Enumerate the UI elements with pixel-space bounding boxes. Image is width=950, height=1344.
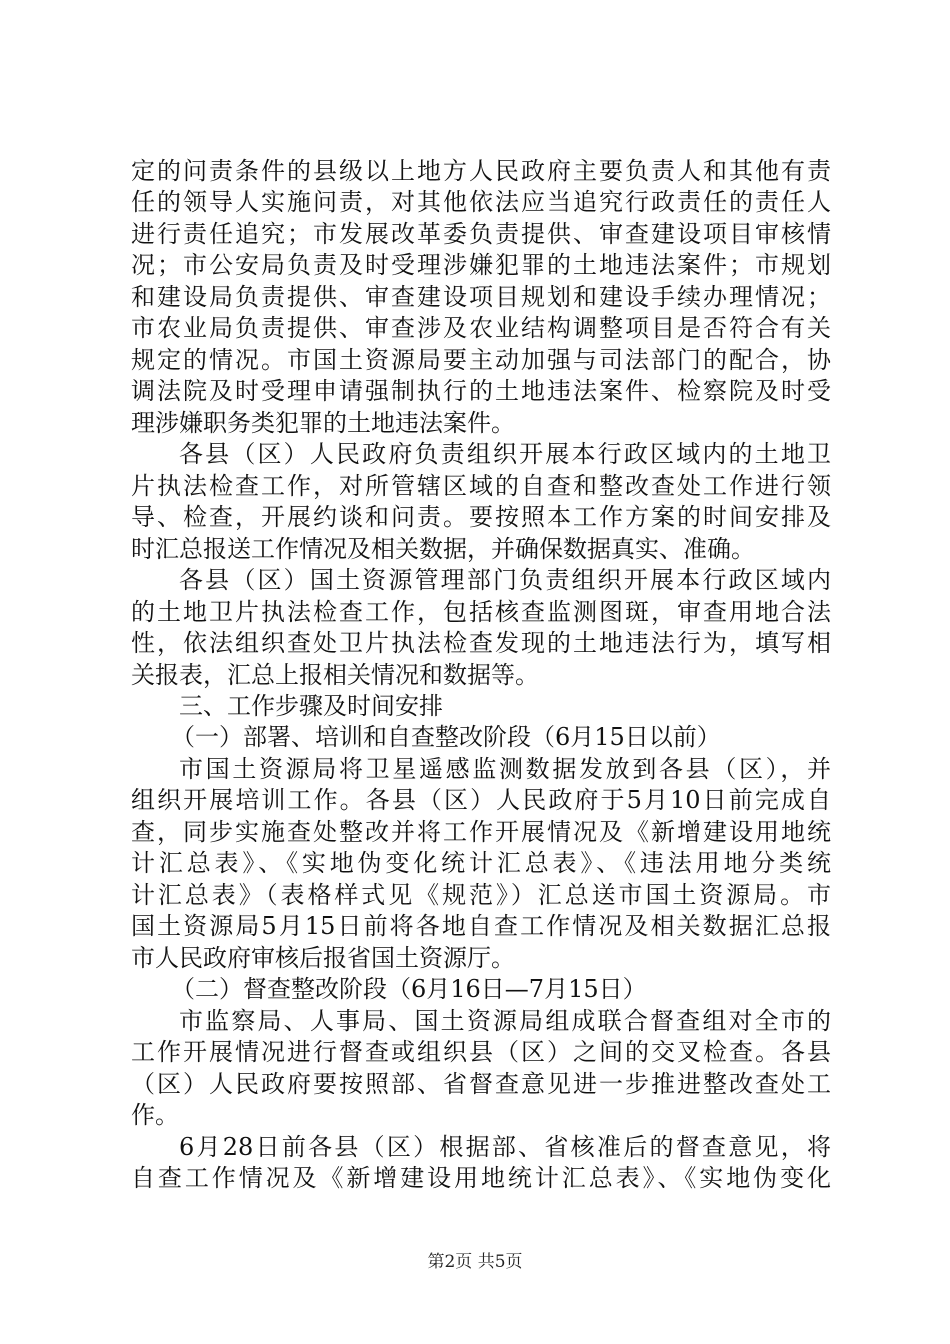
text-line: 市监察局、人事局、国土资源局组成联合督查组对全市的 (179, 1006, 831, 1035)
text-line: （二）督查整改阶段（6月16日—7月15日） (171, 975, 647, 1004)
text-line: 性，依法组织查处卫片执法检查发现的土地违法行为，填写相 (131, 629, 831, 658)
text-line: 国土资源局5月15日前将各地自查工作情况及相关数据汇总报 (131, 912, 831, 941)
text-line: 关报表，汇总上报相关情况和数据等。 (131, 660, 539, 689)
text-line: 市农业局负责提供、审查涉及农业结构调整项目是否符合有关 (131, 314, 831, 343)
text-line: 计汇总表》、《实地伪变化统计汇总表》、《违法用地分类统 (131, 849, 831, 878)
text-line: 作。 (131, 1101, 179, 1130)
text-line: 调法院及时受理申请强制执行的土地违法案件、检察院及时受 (131, 377, 831, 406)
text-line: 和建设局负责提供、审查建设项目规划和建设手续办理情况； (131, 282, 831, 311)
text-line: 市国土资源局将卫星遥感监测数据发放到各县（区），并 (179, 754, 831, 783)
text-line: 时汇总报送工作情况及相关数据，并确保数据真实、准确。 (131, 534, 755, 563)
text-line: 任的领导人实施问责，对其他依法应当追究行政责任的责任人 (131, 188, 831, 217)
text-line: 自查工作情况及《新增建设用地统计汇总表》、《实地伪变化 (131, 1164, 831, 1192)
text-line: 查，同步实施查处整改并将工作开展情况及《新增建设用地统 (131, 817, 831, 846)
text-line: 组织开展培训工作。各县（区）人民政府于5月10日前完成自 (131, 786, 831, 815)
text-line: 计汇总表》（表格样式见《规范》）汇总送市国土资源局。市 (131, 880, 831, 909)
text-line: 规定的情况。市国土资源局要主动加强与司法部门的配合，协 (131, 345, 831, 374)
text-line: （区）人民政府要按照部、省督查意见进一步推进整改查处工 (131, 1069, 831, 1098)
text-line: 6月28日前各县（区）根据部、省核准后的督查意见，将 (179, 1132, 831, 1161)
text-line: 况；市公安局负责及时受理涉嫌犯罪的土地违法案件；市规划 (131, 251, 831, 280)
page-footer: 第2页 共5页 (427, 1252, 523, 1272)
text-line: 的土地卫片执法检查工作，包括核查监测图斑，审查用地合法 (131, 597, 831, 626)
text-line: 各县（区）国土资源管理部门负责组织开展本行政区域内 (179, 566, 831, 595)
text-line: 市人民政府审核后报省国土资源厅。 (131, 943, 515, 972)
text-line: 导、检查，开展约谈和问责。要按照本工作方案的时间安排及 (131, 503, 831, 532)
text-line: 工作开展情况进行督查或组织县（区）之间的交叉检查。各县 (131, 1038, 831, 1067)
text-line: 三、工作步骤及时间安排 (179, 691, 443, 720)
text-line: 定的问责条件的县级以上地方人民政府主要负责人和其他有责 (131, 157, 831, 185)
text-line: 理涉嫌职务类犯罪的土地违法案件。 (131, 408, 515, 437)
text-line: （一）部署、培训和自查整改阶段（6月15日以前） (171, 723, 721, 752)
text-line: 进行责任追究；市发展改革委负责提供、审查建设项目审核情 (131, 219, 831, 248)
text-line: 片执法检查工作，对所管辖区域的自查和整改查处工作进行领 (131, 471, 831, 500)
text-line: 各县（区）人民政府负责组织开展本行政区域内的土地卫 (179, 440, 831, 469)
